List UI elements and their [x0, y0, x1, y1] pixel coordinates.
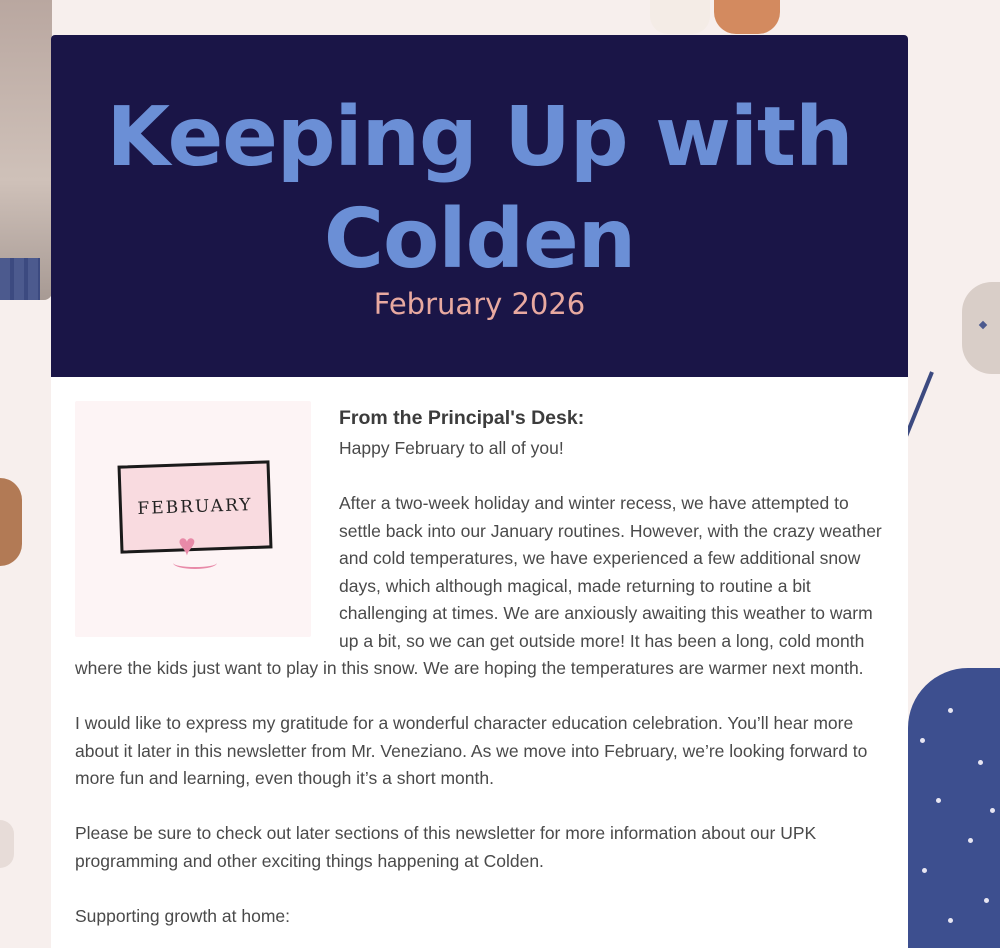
greeting-text: Happy February to all of you! — [339, 438, 564, 458]
paragraph-2: I would like to express my gratitude for a wonderful character education celebration. You’ll hear more about it later in this newsletter from Mr. Veneziano. As we move into February, we’re looking forward to more fun and learning, even though it’s a short month. — [75, 713, 868, 788]
background-decoration — [962, 282, 1000, 374]
newsletter-date: February 2026 — [373, 287, 586, 321]
background-decoration — [650, 0, 780, 34]
newsletter-card — [51, 35, 908, 948]
background-decoration — [0, 478, 22, 566]
february-image — [75, 401, 311, 637]
ribbon-decoration — [173, 557, 217, 569]
newsletter-title — [51, 35, 908, 291]
background-decoration — [0, 820, 14, 868]
paragraph-1: After a two-week holiday and winter recess, we have attempted to settle back into our January routines. However, with the crazy weather and cold temperatures, we have experienced a few additional snow days, which although magical, made returning to routine a bit challenging at times. We are anxiously awaiting this weather to warm up a bit, so we can get outside more! It has been a long, cold month where the kids just want to play in this snow. We are hoping the temperatures are warmer next month. — [75, 493, 882, 678]
background-decoration — [0, 0, 52, 300]
section-heading: From the Principal's Desk: — [339, 407, 585, 429]
heart-icon: ♥ — [178, 529, 196, 562]
newsletter-header — [51, 35, 908, 377]
background-decoration — [908, 668, 1000, 948]
paragraph-3: Please be sure to check out later sections of this newsletter for more information about our UPK programming and other exciting things happening at Colden. — [75, 823, 817, 871]
february-sign-text: FEBRUARY — [137, 494, 253, 520]
paragraph-4: Supporting growth at home: — [75, 905, 290, 926]
title-line-2: Colden — [323, 192, 636, 287]
newsletter-content — [51, 377, 908, 930]
title-line-1: Keeping Up with — [106, 90, 853, 185]
background-decoration — [0, 258, 40, 300]
